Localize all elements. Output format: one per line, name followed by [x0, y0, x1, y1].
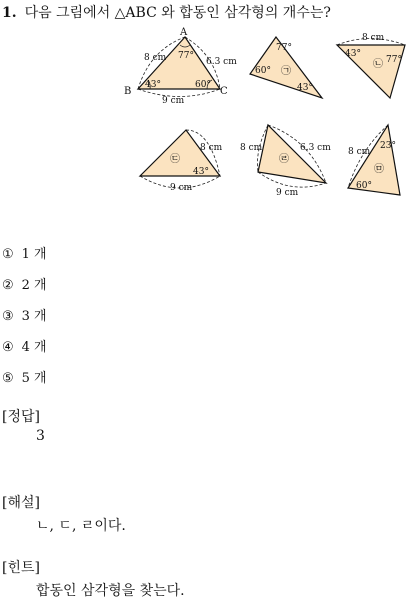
ra-side-right: 6.3 cm	[300, 143, 331, 153]
question-number: 1.	[2, 5, 17, 21]
da-side-right: 8 cm	[200, 143, 223, 153]
side-bc-label: 9 cm	[162, 96, 185, 106]
option-2[interactable]	[2, 274, 47, 293]
ra-name: ㉣	[279, 154, 289, 165]
option-2-marker: ②	[2, 278, 14, 293]
ga-angle-right: 43°	[297, 83, 313, 93]
option-5-marker: ⑤	[2, 371, 14, 386]
option-1-marker: ①	[2, 247, 14, 262]
option-3[interactable]	[2, 305, 47, 324]
ga-angle-top: 77°	[276, 43, 292, 53]
angle-a-label: 77°	[178, 51, 194, 61]
da-side-bottom: 9 cm	[170, 183, 193, 193]
explanation-text: ㄴ, ㄷ, ㄹ이다.	[36, 518, 126, 534]
hint-text: 합동인 삼각형을 찾는다.	[36, 583, 185, 599]
angle-b-label: 43°	[145, 80, 161, 90]
explanation-heading: [해설]	[2, 495, 40, 511]
ga-name: ㉠	[281, 66, 291, 77]
option-1[interactable]	[2, 243, 47, 262]
ma-angle-top: 23°	[380, 141, 396, 151]
triangle-ga	[250, 37, 322, 98]
ga-angle-left: 60°	[255, 66, 271, 76]
vertex-b-label: B	[124, 86, 132, 97]
triangle-da	[140, 130, 223, 193]
option-5[interactable]	[2, 367, 47, 386]
side-ac-label: 6.3 cm	[206, 57, 237, 67]
option-2-text: 2 개	[21, 278, 47, 293]
da-name: ㉢	[170, 154, 180, 165]
option-4-text: 4 개	[21, 340, 47, 355]
na-angle-right: 77°	[386, 55, 402, 65]
na-side-top: 8 cm	[362, 33, 385, 43]
vertex-c-label: C	[220, 86, 228, 97]
ma-side-left: 8 cm	[348, 147, 371, 157]
ra-side-left: 8 cm	[240, 143, 263, 153]
angle-c-label: 60°	[195, 80, 211, 90]
question-text: 다음 그림에서 △ABC 와 합동인 삼각형의 개수는?	[24, 5, 331, 21]
triangle-na	[337, 33, 405, 98]
triangles-figure	[0, 0, 410, 205]
answer-heading: [정답]	[2, 409, 40, 425]
ra-side-bottom: 9 cm	[276, 188, 299, 198]
ma-angle-bottom: 60°	[356, 181, 372, 191]
option-5-text: 5 개	[21, 371, 47, 386]
na-name: ㉡	[373, 59, 383, 70]
option-3-marker: ③	[2, 309, 14, 324]
ma-name: ㉤	[374, 164, 384, 175]
triangle-ra	[240, 125, 331, 198]
triangle-abc	[124, 27, 237, 106]
option-4-marker: ④	[2, 340, 14, 355]
triangle-ma	[348, 125, 400, 195]
option-4[interactable]	[2, 336, 47, 355]
na-angle-left: 43°	[345, 49, 361, 59]
side-ab-label: 8 cm	[144, 53, 167, 63]
da-angle: 43°	[193, 167, 209, 177]
option-1-text: 1 개	[21, 247, 47, 262]
vertex-a-label: A	[180, 27, 188, 38]
answer-value: 3	[36, 428, 45, 444]
hint-heading: [힌트]	[2, 560, 40, 576]
option-3-text: 3 개	[21, 309, 47, 324]
